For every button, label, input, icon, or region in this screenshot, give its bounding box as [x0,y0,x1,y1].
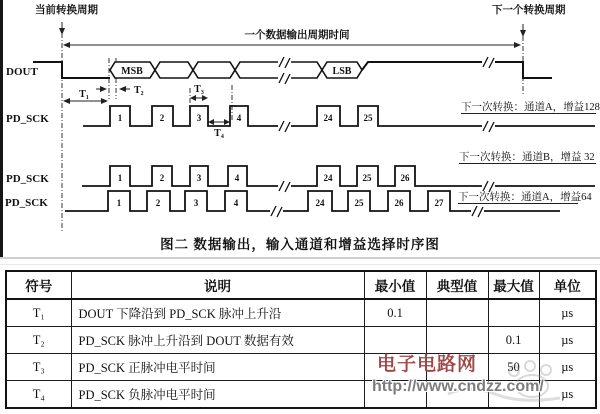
msb-label: MSB [121,66,143,77]
cell-symbol: T₃ [6,354,71,381]
table-header-row [6,271,596,299]
cell-symbol: T₁ [6,299,71,327]
col-header-symbol: 符号 [6,271,71,299]
break-mark-icon [482,180,495,192]
pulse-number: 1 [117,173,123,183]
t3-label: T₃ [194,84,204,95]
cell-description: PD_SCK 脉冲上升沿到 DOUT 数据有效 [71,327,364,354]
break-mark-icon [482,120,495,132]
pdsck3-signal-label: PD_SCK [5,197,48,209]
cell-symbol: T₄ [6,381,71,409]
break-mark-icon [278,56,291,68]
pulse-number: 3 [193,198,199,208]
break-mark-icon [278,72,291,84]
cell-min: 0.1 [364,299,426,327]
t4-label: T₄ [214,128,224,139]
pulse-number: 26 [400,173,410,183]
col-header-unit: 单位 [539,271,596,299]
pulse-number: 1 [117,113,123,123]
cell-unit: µs [539,327,596,354]
break-mark-icon [278,180,291,192]
next-conversion-annotation-3: 下一次转换：通道A，增益64 [458,192,592,203]
cell-max: 0.1 [488,327,539,354]
col-header-typ: 典型值 [426,271,488,299]
pulse-number: 2 [159,113,165,123]
pulse-number: 4 [236,113,242,123]
pulse-number: 24 [323,113,333,123]
t4-measure [208,119,230,125]
figure-caption: 图二 数据输出，输入通道和增益选择时序图 [160,237,440,252]
next-cycle-label: 下一个转换周期 [492,5,566,16]
break-mark-icon [270,205,283,217]
pulse-number: 3 [196,173,202,183]
cell-typ [426,299,488,327]
t3-measure [190,95,208,101]
pulse-number: 25 [363,113,373,123]
lsb-label: LSB [332,66,352,77]
pdsck2-signal-label: PD_SCK [6,173,49,185]
cell-unit: µs [539,354,596,381]
cell-symbol: T₂ [6,327,71,354]
table-row [6,327,596,354]
t2-measure [96,86,130,92]
break-mark-icon [471,205,484,217]
cell-description: PD_SCK 负脉冲电平时间 [71,381,364,409]
table-row [6,299,596,327]
cell-description: PD_SCK 正脉冲电平时间 [71,354,364,381]
break-mark-icon [278,120,291,132]
col-header-min: 最小值 [364,271,426,299]
current-cycle-label: 当前转换周期 [35,5,98,16]
data-period-label: 一个数据输出周期时间 [244,30,350,41]
t1-label: T₁ [79,89,89,100]
pulse-number: 2 [155,198,161,208]
break-mark-icon [482,56,495,68]
next-conversion-annotation-1: 下一次转换：通道A，增益128 [461,102,600,113]
data-period-span-arrow [63,42,521,48]
next-conversion-annotation-2: 下一次转换：通道B，增益 32 [459,152,595,163]
dout-waveform [33,62,552,78]
figure-table-divider-light [0,264,600,265]
col-header-description: 说明 [71,271,364,299]
pdsck1-signal-label: PD_SCK [6,113,49,125]
figure-table-divider [0,257,600,259]
next-cycle-marker-arrow-icon [520,24,526,37]
pulse-number: 4 [233,198,239,208]
cell-max: 50 [488,354,539,381]
col-header-max: 最大值 [488,271,539,299]
pulse-number: 24 [315,198,325,208]
cell-unit: µs [539,381,596,409]
watermark-site-name: 电子电路网 [377,354,478,375]
cell-unit: µs [539,299,596,327]
pulse-number: 1 [116,198,122,208]
pulse-number: 24 [323,173,333,183]
pulse-number: 3 [196,113,202,123]
dout-signal-label: DOUT [6,66,38,78]
pulse-number: 25 [362,173,372,183]
t2-label: T₂ [134,85,144,96]
watermark-url: http://www.cndzz.com/ [372,378,544,395]
pulse-number: 27 [434,198,444,208]
pulse-number: 2 [159,173,165,183]
pulse-number: 26 [394,198,404,208]
pulse-number: 4 [234,173,240,183]
pulse-number: 25 [354,198,364,208]
cell-description: DOUT 下降沿到 PD_SCK 脉冲上升沿 [71,299,364,327]
cell-max [488,299,539,327]
